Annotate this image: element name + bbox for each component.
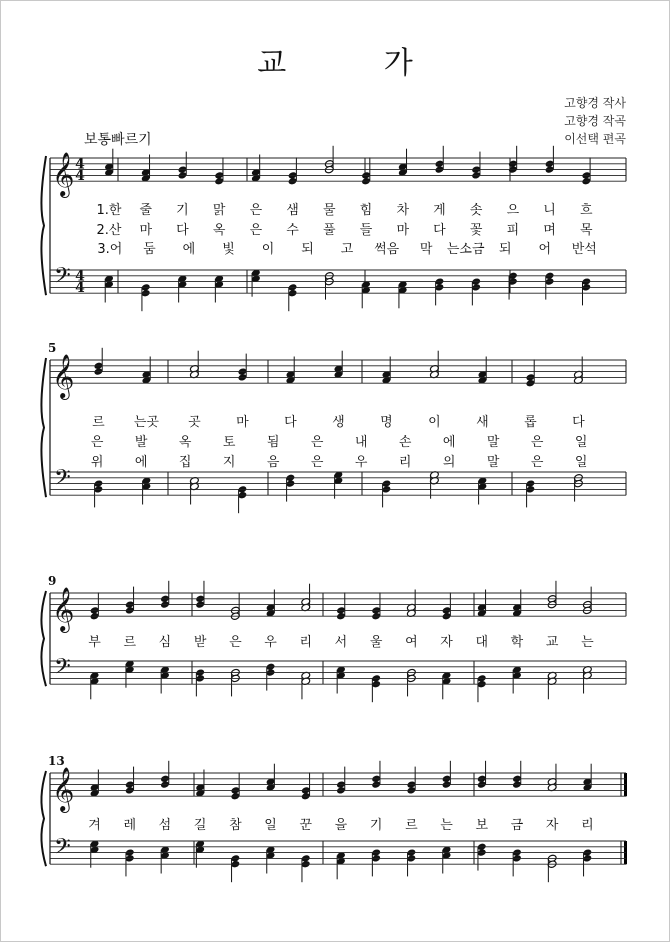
lyric-syllable: 리 (398, 455, 412, 470)
lyric-syllable: 자 (545, 818, 559, 833)
lyric-syllable: 피 (506, 223, 520, 238)
lyric-syllable: 빛 (222, 242, 235, 257)
lyric-syllable: 옥 (178, 435, 192, 450)
lyric-syllable: 음 (266, 455, 280, 470)
lyric-syllable: 곳 (188, 415, 201, 430)
lyric-syllable: 되 (301, 242, 314, 257)
lyric-syllable: 솟 (469, 203, 483, 218)
lyric-syllable: 새 (476, 415, 489, 430)
lyric-syllable: 섬 (158, 818, 172, 833)
lyric-syllable: 보 (475, 818, 489, 833)
lyric-syllable: 2.산 (96, 223, 122, 238)
lyric-syllable: 게 (433, 203, 446, 218)
lyric-syllable: 은 (249, 223, 263, 238)
lyric-syllable: 니 (543, 203, 556, 218)
lyric-syllable: 며 (543, 223, 556, 238)
lyric-syllable: 은 (530, 435, 544, 450)
lyric-syllable: 는곳 (133, 415, 159, 430)
measure-number: 9 (48, 574, 57, 588)
lyric-syllable: 르 (405, 818, 418, 833)
system-brace (41, 358, 46, 497)
lyric-syllable: 목 (580, 223, 593, 238)
lyric-syllable: 흐 (580, 203, 593, 218)
lyric-syllable: 내 (354, 435, 368, 450)
lyric-syllable: 은 (249, 203, 263, 218)
lyric-syllable: 수 (286, 223, 299, 238)
lyric-syllable: 우 (354, 455, 368, 470)
composer-credit: 고향경 작곡 (564, 114, 626, 128)
lyric-syllable: 리 (581, 818, 594, 833)
lyricist-credit: 고향경 작사 (564, 96, 626, 110)
lyric-syllable: 대 (475, 635, 489, 650)
lyric-syllable: 집 (178, 455, 192, 470)
lyric-syllable: 에 (442, 435, 456, 450)
lyric-syllable: 기 (176, 203, 189, 218)
lyric-syllable: 발 (134, 435, 148, 450)
lyric-syllable: 에 (134, 455, 148, 470)
lyric-syllable: 일 (574, 455, 588, 470)
lyric-syllable: 꾼 (299, 818, 313, 833)
lyric-syllable: 마 (139, 223, 153, 238)
lyric-syllable: 부 (88, 635, 101, 650)
bass-clef-icon: 𝄢 (54, 465, 71, 496)
tempo-marking: 보통빠르기 (84, 132, 152, 148)
lyric-syllable: 다 (176, 223, 189, 238)
lyric-syllable: 롭 (524, 415, 537, 430)
lyric-syllable: 차 (396, 203, 410, 218)
lyric-syllable: 심 (158, 635, 172, 650)
lyric-syllable: 일 (264, 818, 277, 833)
lyric-syllable: 다 (572, 415, 585, 430)
lyric-syllable: 생 (332, 415, 345, 430)
lyric-syllable: 우 (264, 635, 277, 650)
lyric-syllable: 1.한 (96, 203, 122, 218)
song-title: 교 가 (257, 46, 457, 81)
lyric-syllable: 마 (396, 223, 410, 238)
lyric-syllable: 르 (123, 635, 137, 650)
system-brace (41, 156, 46, 295)
treble-staff (50, 158, 626, 181)
lyric-syllable: 는소금 (446, 242, 485, 257)
lyric-syllable: 은 (90, 435, 104, 450)
lyric-syllable: 반석 (571, 242, 597, 257)
lyric-syllable: 고 (340, 242, 354, 257)
lyric-syllable: 르 (92, 415, 105, 430)
treble-clef-icon: 𝄞 (52, 587, 75, 632)
time-signature-bottom: 4 (75, 280, 85, 297)
lyric-syllable: 옥 (212, 223, 226, 238)
bass-clef-icon: 𝄢 (54, 263, 71, 294)
system-brace (41, 771, 46, 866)
lyric-syllable: 3.어 (97, 242, 123, 257)
lyric-syllable: 말 (486, 455, 500, 470)
lyric-syllable: 자 (440, 635, 453, 650)
lyric-syllable: 교 (545, 635, 559, 650)
lyric-syllable: 에 (182, 242, 196, 257)
lyric-syllable: 일 (574, 435, 588, 450)
lyric-syllable: 는 (581, 635, 594, 650)
lyric-syllable: 명 (380, 415, 393, 430)
time-signature-top: 4 (75, 268, 85, 285)
treble-staff (50, 360, 626, 383)
lyric-syllable: 이 (428, 415, 441, 430)
lyric-syllable: 이 (261, 242, 275, 257)
lyric-syllable: 말 (486, 435, 500, 450)
lyric-syllable: 되 (498, 242, 512, 257)
lyric-syllable: 길 (193, 818, 207, 833)
lyric-syllable: 여 (405, 635, 418, 650)
lyric-syllable: 둠 (143, 242, 156, 257)
lyric-syllable: 위 (90, 455, 104, 470)
lyric-syllable: 지 (222, 455, 236, 470)
lyric-syllable: 은 (530, 455, 544, 470)
lyric-syllable: 금 (510, 818, 524, 833)
lyric-syllable: 은 (310, 455, 324, 470)
lyric-syllable: 샘 (286, 203, 299, 218)
lyric-syllable: 기 (369, 818, 383, 833)
bass-staff (50, 270, 626, 293)
lyric-syllable: 레 (123, 818, 137, 833)
bass-clef-icon: 𝄢 (54, 834, 71, 865)
lyric-syllable: 다 (433, 223, 446, 238)
system-brace (41, 591, 46, 686)
lyric-syllable: 은 (310, 435, 324, 450)
lyric-syllable: 참 (229, 818, 242, 833)
measure-number: 5 (48, 341, 57, 355)
lyric-syllable: 리 (299, 635, 313, 650)
lyric-syllable: 은 (229, 635, 242, 650)
lyric-syllable: 썩음 (374, 242, 400, 257)
lyric-syllable: 풀 (323, 223, 336, 238)
lyric-syllable: 겨 (88, 818, 101, 833)
lyric-syllable: 물 (323, 203, 336, 218)
lyric-syllable: 들 (359, 223, 373, 238)
music-system-2 (41, 341, 626, 513)
lyric-syllable: 는 (440, 818, 453, 833)
lyric-syllable: 마 (236, 415, 249, 430)
lyric-syllable: 맑 (212, 203, 226, 218)
lyric-syllable: 꽃 (469, 223, 483, 238)
lyric-syllable: 됨 (266, 435, 280, 450)
lyric-syllable: 어 (538, 242, 552, 257)
lyric-syllable: 으 (506, 203, 520, 218)
lyric-syllable: 받 (193, 635, 207, 650)
lyric-syllable: 다 (284, 415, 297, 430)
time-signature-bottom: 4 (75, 168, 85, 185)
treble-clef-icon: 𝄞 (52, 152, 75, 197)
measure-number: 13 (48, 754, 65, 768)
lyric-syllable: 손 (398, 435, 412, 450)
bass-clef-icon: 𝄢 (54, 654, 71, 685)
lyric-syllable: 서 (334, 635, 348, 650)
lyric-syllable: 을 (334, 818, 348, 833)
lyric-syllable: 힘 (359, 203, 373, 218)
time-signature-top: 4 (75, 156, 85, 173)
bass-staff (50, 661, 626, 684)
arranger-credit: 이선택 편곡 (564, 132, 626, 146)
lyric-syllable: 의 (442, 455, 456, 470)
lyric-syllable: 줄 (139, 203, 153, 218)
lyric-syllable: 울 (369, 635, 383, 650)
lyric-syllable: 토 (222, 435, 236, 450)
lyric-syllable: 학 (510, 635, 524, 650)
treble-clef-icon: 𝄞 (52, 354, 75, 399)
lyric-syllable: 막 (419, 242, 433, 257)
music-system-1 (41, 146, 626, 311)
treble-clef-icon: 𝄞 (52, 767, 75, 812)
